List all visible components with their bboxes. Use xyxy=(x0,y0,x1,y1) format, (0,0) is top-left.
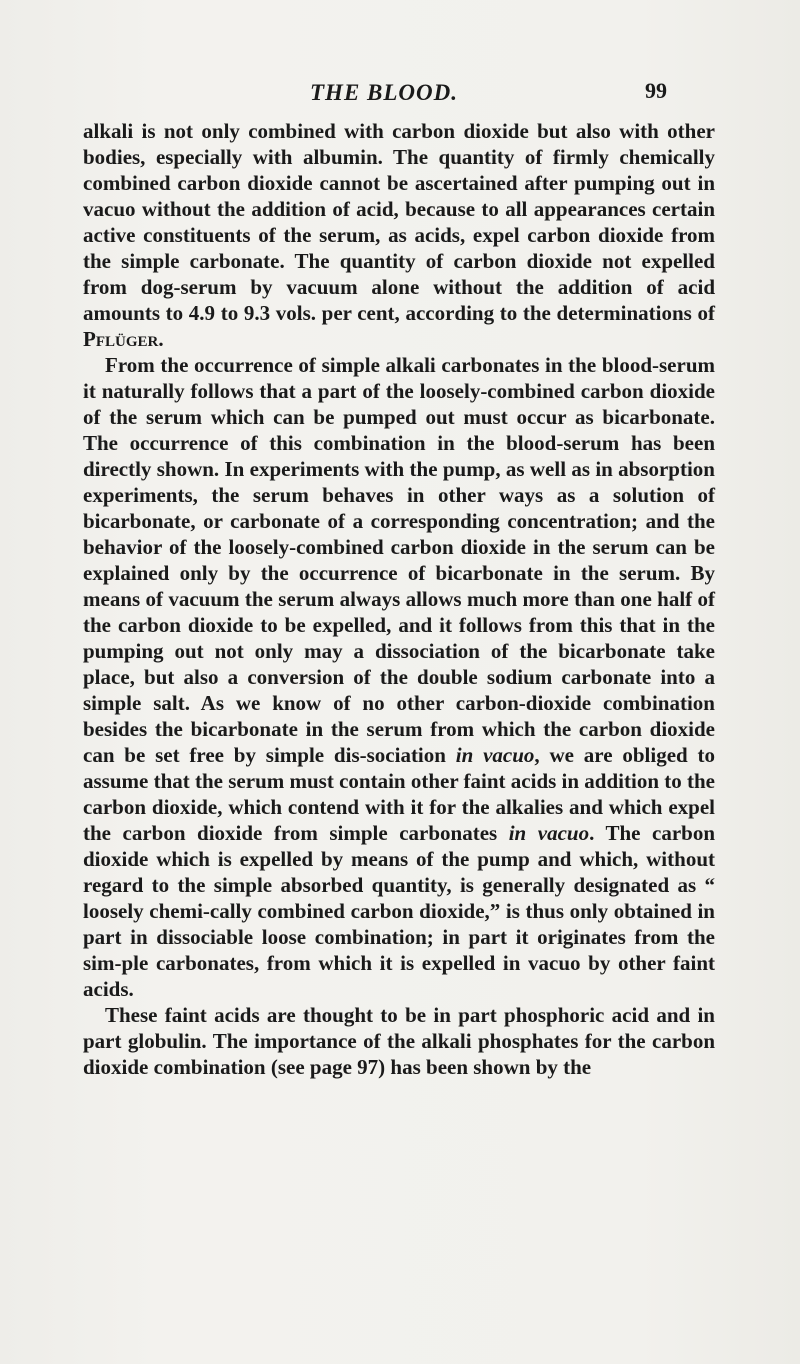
paragraph xyxy=(83,352,715,1002)
text-segment: . The carbon dioxide which is expelled by means of the pump and which, without regard to the simple absorbed quantity, is generally designated as “ loosely chemi-cally combined carbon dioxide,” is thus only obtained in part in dissociable loose combination; in part it originates from the sim-ple carbonates, from which it is expelled in vacuo by other faint acids. xyxy=(83,821,715,1001)
author-name: Pflüger xyxy=(83,327,159,351)
italic-term: in vacuo xyxy=(508,821,590,845)
text-segment: . xyxy=(158,327,164,351)
body-text xyxy=(83,118,715,1080)
running-head: THE BLOOD. xyxy=(310,80,458,105)
text-segment: From the occurrence of simple alkali carbonates in the blood-serum it naturally follows that a part of the loosely-combined carbon dioxide of the serum which can be pumped out must occur as bicarbonate. The occurrence of this combination in the blood-serum has been directly shown. In experiments with the pump, as well as in absorption experiments, the serum behaves in other ways as a solution of bicarbonate, or carbonate of a corresponding concentration; and the behavior of the loosely-combined carbon dioxide in the serum can be explained only by the occurrence of bicarbonate in the serum. By means of vacuum the serum always allows much more than one half of the carbon dioxide to be expelled, and it follows from this that in the pumping out not only may a dissociation of the bicarbonate take place, but also a conversion of the double sodium carbonate into a simple salt. As we know of no other carbon-dioxide combination besides the bicarbonate in the serum from which the carbon dioxide can be set free by simple dis-sociation xyxy=(83,353,715,767)
page-number: 99 xyxy=(645,78,667,103)
text-segment: alkali is not only combined with carbon dioxide but also with other bodies, especially with albumin. The quantity of firmly chemically combined carbon dioxide cannot be ascertained after pumping out in vacuo without the addition of acid, because to all appearances certain active constituents of the serum, as acids, expel carbon dioxide from the simple carbonate. The quantity of carbon dioxide not expelled from dog-serum by vacuum alone without the addition of acid amounts to 4.9 to 9.3 vols. per cent, according to the determinations of xyxy=(83,119,715,325)
text-segment: , we are obliged to assume that the serum must contain other faint acids in addition to the carbon dioxide, which contend with it for the alkalies and which expel the carbon dioxide from simple carbonates xyxy=(83,743,716,845)
paragraph xyxy=(83,1002,715,1080)
paragraph xyxy=(83,118,715,352)
text-segment: These faint acids are thought to be in part phosphoric acid and in part globulin. The importance of the alkali phosphates for the carbon dioxide combination (see page 97) has been shown by the xyxy=(83,1003,715,1079)
page-header xyxy=(0,80,800,110)
italic-term: in vacuo xyxy=(455,743,535,767)
